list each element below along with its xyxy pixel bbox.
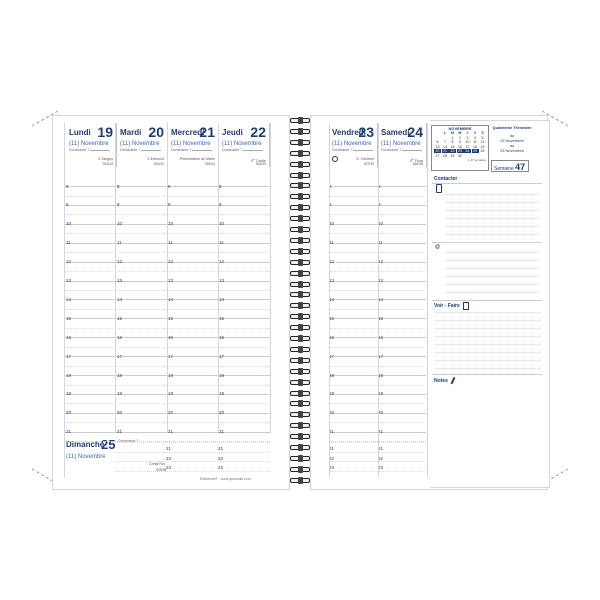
spiral-ring xyxy=(290,194,310,199)
spiral-ring xyxy=(290,423,310,428)
hour-label-right: 17 xyxy=(378,353,384,359)
hour-label-right: 10 xyxy=(378,221,384,227)
spiral-ring xyxy=(290,292,310,297)
hour-label-right: 14 xyxy=(329,296,335,302)
cal-day-header: J xyxy=(466,131,469,135)
day-dominante: Dominante ? xyxy=(222,148,263,152)
sunday-hour-label: 21 xyxy=(166,446,172,451)
cal-day: 2 xyxy=(459,135,461,140)
right-day-0 xyxy=(329,123,378,167)
day-number: 20 xyxy=(148,124,164,140)
mini-calendar xyxy=(431,125,489,171)
hour-label: 10 xyxy=(219,221,225,227)
todo-line xyxy=(435,312,540,313)
quarter-from: 19 Novembre xyxy=(499,138,524,143)
spiral-ring xyxy=(290,118,310,123)
hour-label: 20 xyxy=(219,410,225,416)
right-bottom-hour-label: 23 xyxy=(329,465,335,470)
spiral-ring xyxy=(290,347,310,352)
hour-label-right: 11 xyxy=(378,240,383,246)
sunday-saint: Christ Roi xyxy=(149,462,165,466)
day-dominante: Dominante ? xyxy=(120,148,161,152)
column-separator xyxy=(64,123,65,478)
email-line xyxy=(445,284,540,285)
hour-label: 18 xyxy=(66,372,72,378)
cal-day: 10 xyxy=(465,140,470,144)
todo-line xyxy=(435,360,540,361)
todo-line xyxy=(435,328,540,329)
sunday-line xyxy=(115,442,270,444)
hour-label: 9 xyxy=(117,202,120,208)
cal-day: 23 xyxy=(458,149,462,153)
day-saint: S. Clément xyxy=(356,157,374,161)
cal-day: 30 xyxy=(458,153,462,158)
day-saint: Présentation de Marie xyxy=(179,157,215,161)
column-separator-right xyxy=(427,123,428,478)
mini-calendar-footer: 1 47 semaine xyxy=(467,157,486,162)
spiral-ring xyxy=(290,260,310,265)
cal-day: 8 xyxy=(451,140,454,144)
left-day-2 xyxy=(168,123,219,167)
spiral-ring xyxy=(290,227,310,232)
hour-label-right: 13 xyxy=(378,278,384,283)
spiral-ring xyxy=(290,303,310,308)
hour-label-right: 18 xyxy=(378,372,384,378)
hour-label: 12 xyxy=(219,259,225,265)
column-separator xyxy=(115,123,116,433)
hour-label: 15 xyxy=(117,315,123,321)
cal-day: 9 xyxy=(459,140,461,144)
hour-label: 13 xyxy=(219,278,225,283)
day-saint: $S^e$ Cécile xyxy=(250,157,266,164)
cal-day: 11 xyxy=(473,140,477,144)
hour-label: 11 xyxy=(168,240,173,246)
cal-day: 28 xyxy=(443,153,447,158)
cal-day: 16 xyxy=(458,144,462,149)
cal-day: 27 xyxy=(435,153,440,158)
cal-day xyxy=(434,136,441,140)
todo-line xyxy=(435,352,540,353)
hour-label: 18 xyxy=(117,372,123,378)
hour-label: 20 xyxy=(66,410,72,416)
cal-day-header: M xyxy=(458,131,462,135)
contacter-label: Contacter xyxy=(434,176,458,182)
day-date: 324/42 xyxy=(153,162,164,166)
hour-label: 16 xyxy=(219,334,225,340)
cal-day-header: S xyxy=(481,131,484,135)
hour-label-right: 12 xyxy=(329,259,335,265)
day-month: (11) Novembre xyxy=(171,141,211,147)
right-bottom-hour-label: 21 xyxy=(329,446,335,451)
spiral-ring xyxy=(290,162,310,167)
hour-label: 8 xyxy=(219,183,222,189)
spiral-ring xyxy=(290,445,310,450)
hour-label: 20 xyxy=(117,410,123,416)
cal-day: 26 xyxy=(480,149,485,153)
spiral-ring xyxy=(290,412,310,417)
sunday-line xyxy=(115,471,270,473)
hour-label: 19 xyxy=(66,391,72,397)
spiral-ring xyxy=(290,216,310,221)
hour-label: 21 xyxy=(117,429,123,435)
column-separator xyxy=(167,123,168,433)
hour-label-right: 19 xyxy=(329,391,335,397)
hour-label: 17 xyxy=(66,353,72,359)
hour-label: 14 xyxy=(117,296,123,302)
day-number: 22 xyxy=(250,124,266,140)
day-saint: $S^e$ Flora xyxy=(409,157,423,164)
moon-icon xyxy=(332,156,338,162)
quarter-title: Quatrième Trimestre xyxy=(492,125,532,130)
cal-day: 22 xyxy=(450,149,455,153)
day-saint: S.Edmond xyxy=(147,157,164,161)
spiral-ring xyxy=(290,183,310,188)
spiral-binding xyxy=(288,118,312,488)
spiral-ring xyxy=(290,478,310,483)
day-name: Mercredi xyxy=(171,128,205,137)
day-date: 327/39 xyxy=(363,162,374,166)
hour-label: 21 xyxy=(219,429,225,435)
spiral-ring xyxy=(290,151,310,156)
cal-day-header: L xyxy=(443,131,447,135)
email-line xyxy=(445,292,540,293)
hour-label-right: 10 xyxy=(329,221,335,227)
cal-day: 15 xyxy=(450,144,455,149)
day-name: Jeudi xyxy=(222,128,243,137)
hour-label-right: 19 xyxy=(378,391,384,397)
section-divider-2 xyxy=(432,300,542,301)
voir-faire-label: Voir - Faire xyxy=(434,303,460,309)
hour-label: 15 xyxy=(219,315,225,321)
sunday-date: 329/36 xyxy=(156,468,167,472)
day-date: 328/38 xyxy=(412,162,423,166)
right-day-1 xyxy=(378,123,427,167)
column-separator xyxy=(270,123,271,433)
day-saint: S.Tanguy xyxy=(98,157,113,161)
cal-day: 18 xyxy=(473,144,477,149)
left-day-3 xyxy=(219,123,270,167)
hour-label-right: 14 xyxy=(378,296,384,302)
sunday-name: Dimanche xyxy=(66,440,105,449)
spiral-ring xyxy=(290,129,310,134)
quarter-du: du xyxy=(509,133,515,138)
hour-label: 14 xyxy=(168,296,174,302)
spiral-ring xyxy=(290,391,310,396)
hour-label: 18 xyxy=(168,372,174,378)
hour-label: 15 xyxy=(66,315,72,321)
cal-day xyxy=(442,136,449,140)
sunday-hour-label: 21 xyxy=(218,446,224,451)
day-date: 325/41 xyxy=(204,162,215,166)
sunday-num: 25 xyxy=(101,437,116,452)
hour-label: 16 xyxy=(66,334,72,340)
hour-label: 18 xyxy=(219,372,225,378)
sunday-hour-label: 22 xyxy=(218,455,224,461)
cal-week-header xyxy=(434,131,441,135)
cal-day xyxy=(472,154,479,158)
hour-label: 14 xyxy=(219,296,225,302)
cal-day: 29 xyxy=(450,153,455,158)
hour-label: 13 xyxy=(117,278,123,283)
hour-label-right: 21 xyxy=(329,429,335,435)
section-divider-3 xyxy=(432,374,542,375)
hour-label-right: 20 xyxy=(329,410,335,416)
hour-label: 8 xyxy=(117,183,120,189)
cal-day-header: M xyxy=(451,131,454,135)
right-bottom-hour-label: 22 xyxy=(329,455,335,461)
cal-day: 7 xyxy=(444,140,446,144)
spiral-ring xyxy=(290,369,310,374)
hour-label: 10 xyxy=(66,221,72,227)
left-day-1 xyxy=(117,123,168,167)
hour-label-right: 9 xyxy=(378,202,381,208)
cal-day: 19 xyxy=(480,144,485,149)
notes-label: Notes xyxy=(434,378,448,384)
spiral-ring xyxy=(290,467,310,472)
day-month: (11) Novembre xyxy=(332,141,372,147)
day-dominante: Dominante ? xyxy=(332,148,373,152)
hour-label: 21 xyxy=(66,429,72,435)
day-number: 19 xyxy=(97,124,113,140)
spiral-ring xyxy=(290,380,310,385)
column-separator xyxy=(218,123,219,433)
hour-label: 19 xyxy=(168,391,174,397)
day-month: (11) Novembre xyxy=(381,141,421,147)
mini-calendar-title: NOVEMBRE xyxy=(448,126,472,131)
week-number: 47 xyxy=(515,162,526,172)
hour-label-right: 13 xyxy=(329,278,335,283)
hour-label: 12 xyxy=(66,259,72,265)
day-name: Mardi xyxy=(120,128,142,137)
week-number-box xyxy=(491,160,529,172)
email-line xyxy=(445,252,540,253)
hour-label: 10 xyxy=(168,221,174,227)
hour-label: 9 xyxy=(219,202,222,208)
contact-line xyxy=(445,210,540,211)
hour-label: 16 xyxy=(117,334,123,340)
todo-line xyxy=(435,336,540,337)
hour-label: 16 xyxy=(168,334,174,340)
quarter-au: au xyxy=(509,143,515,148)
hour-label-right: 11 xyxy=(329,240,334,246)
day-month: (11) Novembre xyxy=(69,141,109,147)
column-separator-right xyxy=(378,123,379,478)
week-label: Semaine xyxy=(494,166,514,172)
right-bottom-hour-label: 22 xyxy=(378,455,384,461)
cal-day: 4 xyxy=(474,135,476,140)
contact-line xyxy=(445,202,540,203)
day-number: 21 xyxy=(199,124,215,140)
hour-label: 9 xyxy=(168,202,171,208)
hour-label: 11 xyxy=(117,240,122,246)
clipboard-icon xyxy=(463,302,469,310)
phone-icon xyxy=(436,184,442,193)
hour-label-right: 16 xyxy=(378,334,384,340)
hour-label: 19 xyxy=(117,391,123,397)
spiral-ring xyxy=(290,249,310,254)
email-line xyxy=(445,268,540,269)
spiral-ring xyxy=(290,282,310,287)
hour-label: 15 xyxy=(168,315,174,321)
hour-label: 13 xyxy=(66,278,72,283)
hour-label: 21 xyxy=(168,429,174,435)
todo-line xyxy=(435,320,540,321)
spiral-ring xyxy=(290,336,310,341)
contact-line xyxy=(445,242,540,243)
day-dominante: Dominante ? xyxy=(171,148,212,152)
hour-label: 11 xyxy=(219,240,224,246)
cal-day: 1 xyxy=(451,135,454,140)
cal-day: 6 xyxy=(436,140,439,144)
cal-day: 21 xyxy=(443,149,447,153)
spiral-ring xyxy=(290,205,310,210)
hour-label: 19 xyxy=(219,391,225,397)
sunday-line xyxy=(115,461,270,463)
right-bottom-hour-label: 21 xyxy=(378,446,384,451)
hour-label: 17 xyxy=(117,353,123,359)
hour-label-right: 21 xyxy=(378,429,384,435)
hour-label: 9 xyxy=(66,202,69,208)
hour-label: 20 xyxy=(168,410,174,416)
spiral-ring xyxy=(290,173,310,178)
sunday-line xyxy=(115,452,270,454)
left-day-0 xyxy=(66,123,117,167)
hour-label-right: 12 xyxy=(378,259,384,265)
day-name: Samedi xyxy=(381,128,410,137)
contacter-line xyxy=(432,183,542,184)
sunday-month: (11) Novembre xyxy=(66,454,106,460)
email-at-icon: @ xyxy=(435,244,440,250)
cal-day: 20 xyxy=(435,149,440,153)
day-dominante: Dominante ? xyxy=(69,148,110,152)
day-number: 23 xyxy=(358,124,374,140)
spiral-ring xyxy=(290,238,310,243)
spiral-ring xyxy=(290,140,310,145)
sunday-dominante: Dominante ? xyxy=(118,439,139,443)
contact-line xyxy=(445,218,540,219)
email-line xyxy=(445,276,540,277)
hour-label-right: 15 xyxy=(378,315,384,321)
cal-day: 5 xyxy=(481,135,484,140)
cal-day: 13 xyxy=(435,144,440,149)
spiral-ring xyxy=(290,325,310,330)
cal-day xyxy=(479,154,486,158)
hour-label: 17 xyxy=(168,353,174,359)
cal-day: 14 xyxy=(443,144,447,149)
email-line xyxy=(445,260,540,261)
cal-day: 25 xyxy=(473,149,477,153)
spiral-ring xyxy=(290,271,310,276)
hour-label: 11 xyxy=(66,240,71,246)
hour-label-right: 20 xyxy=(378,410,384,416)
spiral-ring xyxy=(290,434,310,439)
spiral-ring xyxy=(290,358,310,363)
day-month: (11) Novembre xyxy=(222,141,262,147)
sunday-hour-label: 23 xyxy=(166,465,172,470)
day-name: Vendredi xyxy=(332,128,366,137)
cal-day: 3 xyxy=(466,135,469,140)
hour-label: 13 xyxy=(168,278,174,283)
day-dominante: Dominante ? xyxy=(381,148,422,152)
hour-label: 17 xyxy=(219,353,225,359)
day-date: 323/43 xyxy=(102,162,113,166)
quarter-info xyxy=(492,125,532,153)
spiral-ring xyxy=(290,314,310,319)
spiral-ring xyxy=(290,456,310,461)
cal-day: 12 xyxy=(480,140,485,144)
right-bottom-hour-label: 23 xyxy=(378,465,384,470)
hour-label: 10 xyxy=(117,221,123,227)
hour-label: 12 xyxy=(168,259,174,265)
contact-line xyxy=(445,194,540,195)
mini-calendar-grid xyxy=(432,131,488,158)
quarter-to: 25 Novembre xyxy=(499,148,524,153)
day-month: (11) Novembre xyxy=(120,141,160,147)
cal-day xyxy=(464,154,471,158)
day-name: Lundi xyxy=(69,128,91,137)
hour-label-right: 15 xyxy=(329,315,335,321)
hour-label: 12 xyxy=(117,259,123,265)
todo-line xyxy=(435,368,540,369)
day-date: 326/40 xyxy=(255,162,266,166)
hour-label-right: 17 xyxy=(329,353,335,359)
hour-label: 14 xyxy=(66,296,72,302)
footer-text: Milestone® · www.quovadis.com xyxy=(200,477,251,481)
hour-label: 8 xyxy=(168,183,171,189)
spiral-ring xyxy=(290,401,310,406)
cal-day-header: V xyxy=(473,131,477,135)
contact-line xyxy=(445,234,540,235)
hour-label: 8 xyxy=(66,183,69,189)
hour-label-right: 8 xyxy=(378,183,381,189)
sunday-hour-label: 23 xyxy=(218,465,224,470)
day-number: 24 xyxy=(407,124,423,140)
todo-line xyxy=(435,344,540,345)
hour-label-right: 16 xyxy=(329,334,335,340)
column-separator-right xyxy=(329,123,330,478)
hour-label-right: 9 xyxy=(329,202,332,208)
contact-line xyxy=(445,226,540,227)
sunday-hour-label: 22 xyxy=(166,455,172,461)
hour-label-right: 8 xyxy=(329,183,332,189)
cal-day: 17 xyxy=(465,144,470,149)
cal-day: 24 xyxy=(465,149,470,153)
hour-label-right: 18 xyxy=(329,372,335,378)
